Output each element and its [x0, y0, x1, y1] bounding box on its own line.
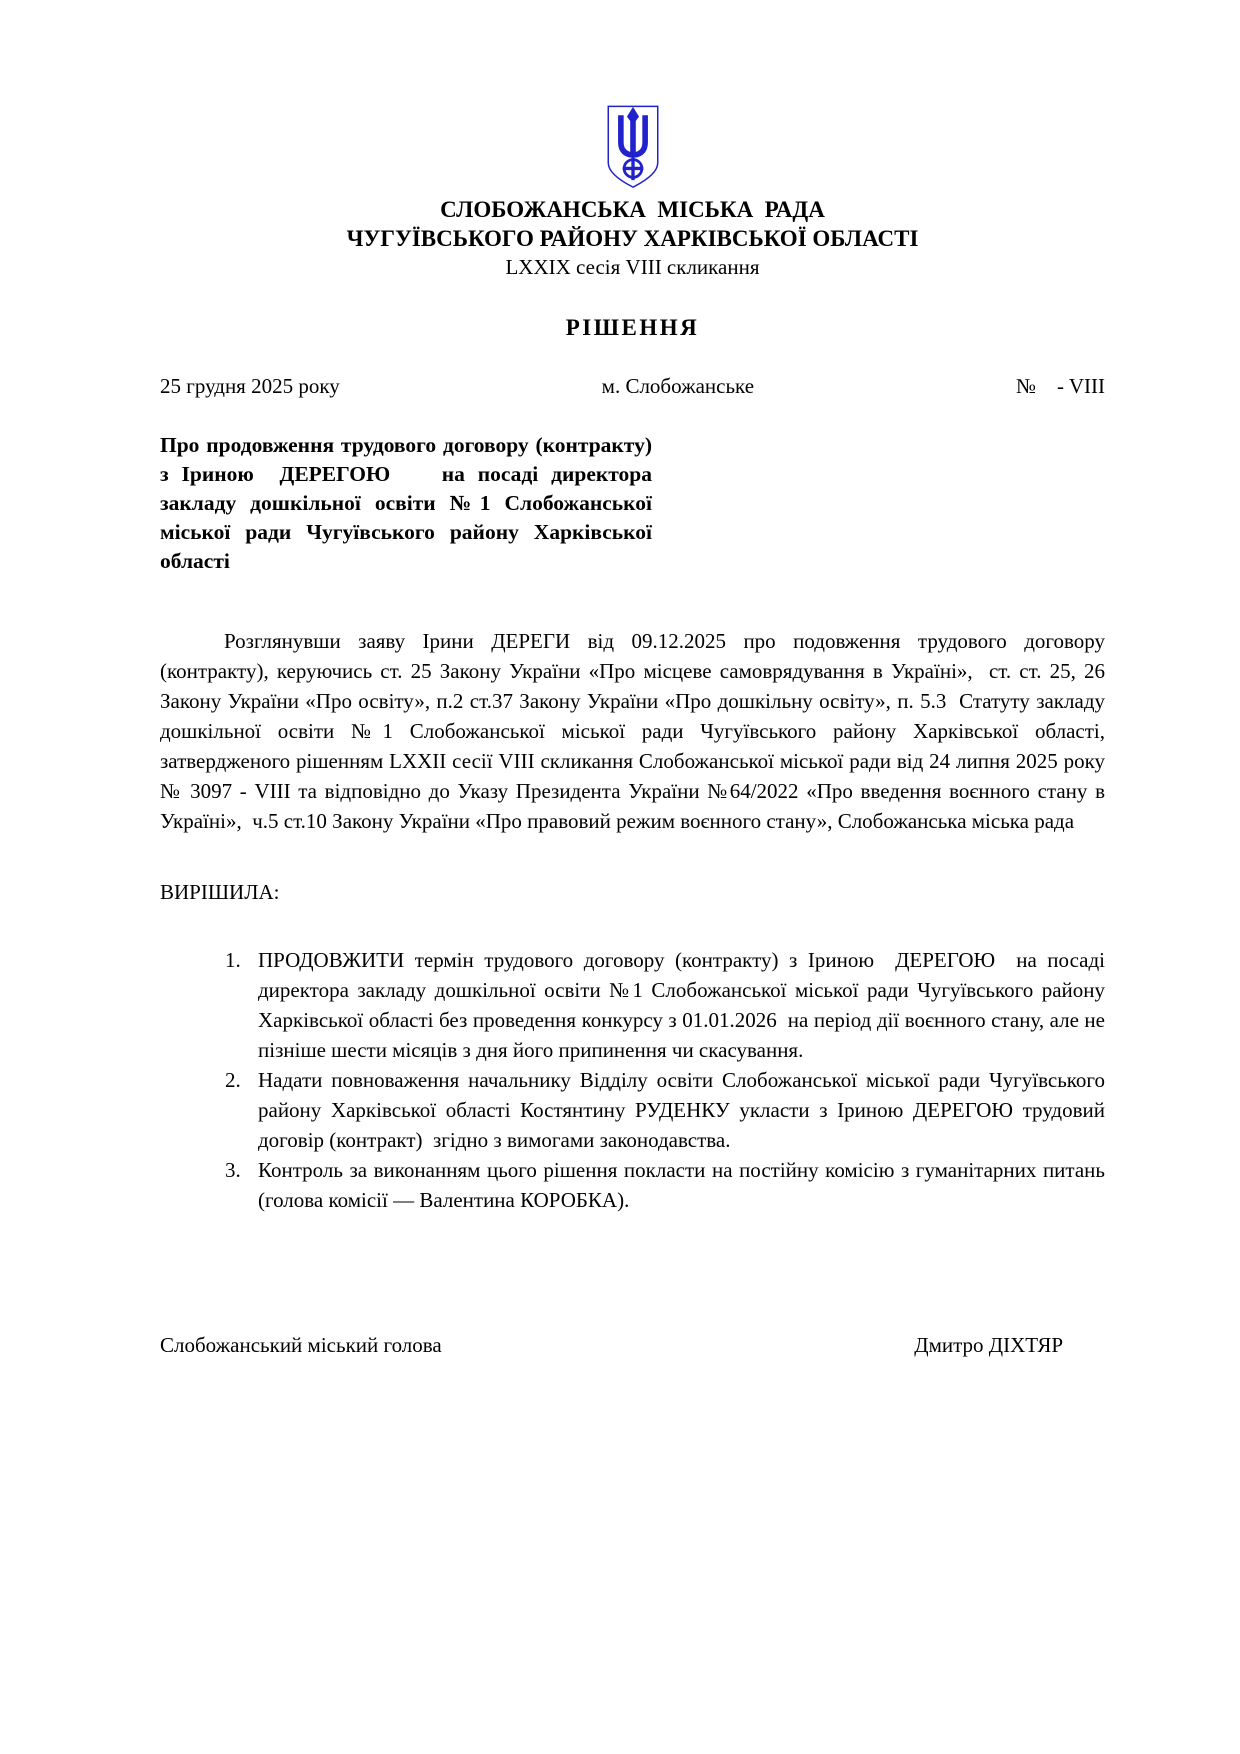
- list-item: [225, 1065, 1111, 1155]
- signatory-name: Дмитро ДІХТЯР: [914, 1333, 1063, 1357]
- list-item: [225, 1155, 1111, 1215]
- emblem-container: [160, 0, 1105, 195]
- document-place: м. Слобожанське: [601, 374, 755, 398]
- list-item-text: ПРОДОВЖИТИ термін трудового договору (контракту) з Іриною ДЕРЕГОЮ на посаді директора закладу дошкільної освіти №1 Слобожанської міської ради Чугуївського району Харківської області без проведення конкурсу з 01.01.2026 на період дії воєнного стану, але не пізніше шести місяців з дня його припинення чи скасування.: [258, 948, 1111, 1062]
- session-line: LXXIX сесія VIII скликання: [505, 255, 760, 279]
- document-number: № - VIII: [1015, 374, 1105, 398]
- list-item-number: 1.: [225, 948, 241, 972]
- list-item-number: 2.: [225, 1068, 241, 1092]
- document-date: 25 грудня 2025 року: [160, 374, 340, 398]
- list-item: [225, 945, 1111, 1065]
- document-meta-row: [160, 374, 1105, 399]
- decision-items-list: [160, 945, 1111, 1215]
- list-item-number: 3.: [225, 1158, 241, 1182]
- document-subject: Про продовження трудового договору (контракту) з Іриною ДЕРЕГОЮ на посаді директора закладу дошкільної освіти №1 Слобожанської міської ради Чугуївського району Харківської області: [160, 433, 663, 573]
- document-type-title: РІШЕННЯ: [565, 315, 700, 340]
- document-preamble: Розглянувши заяву Ірини ДЕРЕГИ від 09.12.2025 про подовження трудового договору (контракту), керуючись ст. 25 Закону України «Про місцеве самоврядування в Україні», ст. ст. 25, 26 Закону України «Про освіту», п.2 ст.37 Закону України «Про дошкільну освіту», п. 5.3 Статуту закладу дошкільної освіти №1 Слобожанської міської ради Чугуївського району Харківської області, затвердженого рішенням LXXII сесії VIII скликання Слобожанської міської ради від 24 липня 2025 року № 3097 - VIII та відповідно до Указу Президента України №64/2022 «Про введення воєнного стану в Україні», ч.5 ст.10 Закону України «Про правовий режим воєнного стану», Слобожанська міська рада: [160, 629, 1111, 833]
- ukraine-trident-icon: [605, 104, 661, 190]
- organization-district: ЧУГУЇВСЬКОГО РАЙОНУ ХАРКІВСЬКОЇ ОБЛАСТІ: [346, 226, 919, 251]
- organization-name: СЛОБОЖАНСЬКА МІСЬКА РАДА: [440, 197, 825, 222]
- resolved-label: ВИРІШИЛА:: [160, 880, 280, 904]
- list-item-text: Надати повноваження начальнику Відділу освіти Слобожанської міської ради Чугуївського району Харківської області Костянтину РУДЕНКУ укласти з Іриною ДЕРЕГОЮ трудовий договір (контракт) згідно з вимогами законодавства.: [258, 1068, 1111, 1152]
- list-item-text: Контроль за виконанням цього рішення покласти на постійну комісію з гуманітарних питань (голова комісії — Валентина КОРОБКА).: [258, 1158, 1111, 1212]
- signature-row: [160, 1333, 1105, 1358]
- signatory-position: Слобожанський міський голова: [160, 1333, 442, 1357]
